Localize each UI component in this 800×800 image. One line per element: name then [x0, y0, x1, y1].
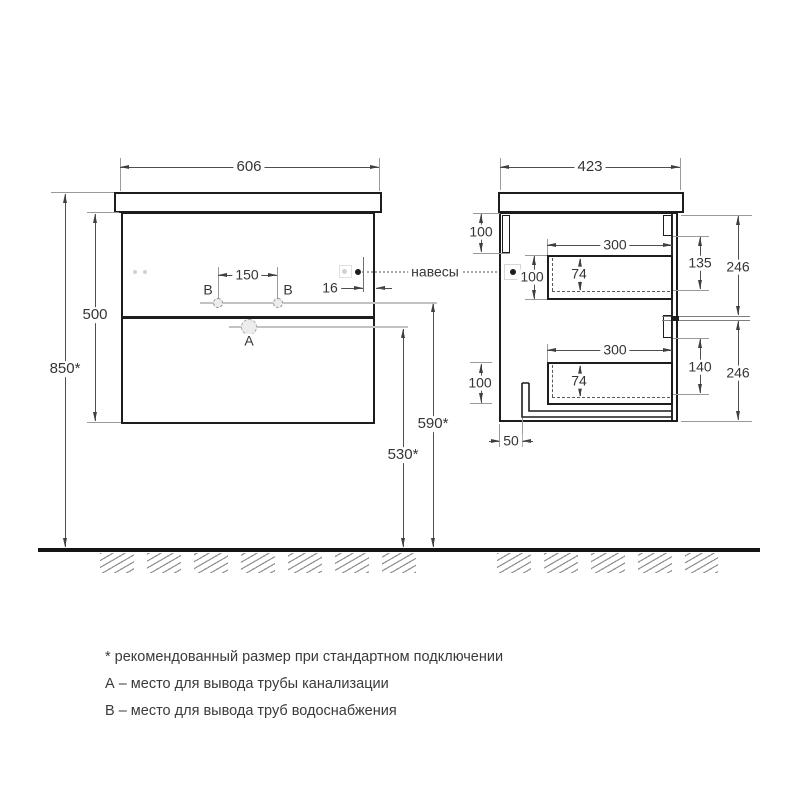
front-gap-section: [671, 316, 679, 321]
arrow: [578, 282, 582, 291]
hanger-axis-line: [363, 257, 364, 292]
arrow: [736, 411, 740, 420]
hangers-label: навесы: [408, 265, 462, 280]
ext-100b-top: [470, 362, 492, 363]
dim-100t-label: 100: [517, 270, 546, 285]
ext-135-bottom: [673, 290, 709, 291]
hole-b-left: [213, 298, 223, 308]
arrow: [479, 393, 483, 402]
hanger-dot-faint: [342, 269, 347, 274]
arrow: [736, 321, 740, 330]
hanger-dot-side: [510, 269, 516, 275]
arrow: [698, 280, 702, 289]
arrow: [268, 273, 277, 277]
ext-606-right: [379, 158, 380, 191]
hanger-dot-faint-left2: [143, 270, 147, 274]
arrow: [532, 290, 536, 299]
arrow: [479, 364, 483, 373]
drain-pipe: [519, 381, 675, 421]
ext-300t: [547, 239, 548, 255]
hole-b-left-label: B: [200, 283, 215, 298]
dim-423-label: 423: [574, 159, 605, 175]
arrow: [120, 165, 129, 169]
dim-246b-label: 246: [723, 366, 752, 381]
legend-note-a: А – место для вывода трубы канализации: [105, 676, 389, 692]
dim-300b-label: 300: [600, 343, 629, 358]
ext-140-bottom: [673, 394, 709, 395]
legend-note-b: В – место для вывода труб водоснабжения: [105, 703, 397, 719]
hole-a-label: A: [241, 334, 256, 349]
ext-140-top: [673, 338, 709, 339]
arrow: [431, 538, 435, 547]
ext-246b-bottom: [681, 421, 752, 422]
drawer-top-dashed-side: [552, 258, 553, 291]
dim-50-label: 50: [500, 434, 522, 449]
ext-100b-bottom: [470, 403, 492, 404]
hole-b-right: [273, 298, 283, 308]
hole-b-right-label: B: [280, 283, 295, 298]
ext-246t-top: [681, 215, 752, 216]
floor-hatch-right: [497, 553, 718, 573]
arrow: [663, 348, 672, 352]
dim-246t-label: 246: [723, 260, 752, 275]
arrow: [370, 165, 379, 169]
hanger-dot-faint-left1: [133, 270, 137, 274]
arrow: [431, 303, 435, 312]
ext-423-right: [680, 158, 681, 190]
ext-850-top: [51, 192, 114, 193]
arrow: [736, 306, 740, 315]
dim-16-label: 16: [319, 281, 341, 296]
dim-530-line: [403, 329, 404, 547]
ext-150-right: [277, 267, 278, 298]
dim-74t-label: 74: [568, 267, 590, 282]
arrow: [63, 194, 67, 203]
drawer-top-dashed-bottom: [552, 291, 670, 292]
ext-500-top: [87, 212, 119, 213]
dim-50-tail-right: [522, 441, 533, 442]
dim-150-label: 150: [232, 268, 261, 283]
arrow: [218, 273, 227, 277]
drawer-bracket-top: [663, 215, 672, 236]
arrow: [401, 538, 405, 547]
floor-line: [38, 548, 760, 552]
arrow: [479, 214, 483, 223]
dim-140-label: 140: [685, 360, 714, 375]
arrow: [663, 243, 672, 247]
arrow: [354, 286, 363, 290]
arrow: [491, 439, 500, 443]
dim-850-label: 850*: [47, 361, 84, 377]
ext-606-left: [120, 158, 121, 191]
wall-rail: [502, 215, 510, 253]
dim-500-label: 500: [79, 307, 110, 323]
arrow: [698, 384, 702, 393]
arrow: [698, 339, 702, 348]
front-countertop: [114, 192, 382, 213]
dim-530-label: 530*: [385, 447, 422, 463]
dim-74b-label: 74: [568, 374, 590, 389]
ext-423-left: [500, 158, 501, 190]
arrow: [500, 165, 509, 169]
dim-135-label: 135: [685, 256, 714, 271]
hanger-dot-front: [355, 269, 361, 275]
ext-rail-top: [473, 213, 500, 214]
arrow: [532, 256, 536, 265]
arrow: [547, 243, 556, 247]
ext-50-right: [522, 418, 523, 447]
arrow: [401, 329, 405, 338]
dim-16-tail-right: [376, 288, 392, 289]
dim-300t-label: 300: [600, 238, 629, 253]
drawer-box-top: [547, 255, 673, 300]
arrow: [93, 412, 97, 421]
ext-500-bottom: [87, 422, 121, 423]
arrow: [63, 538, 67, 547]
ext-100t-top: [525, 255, 547, 256]
arrow: [479, 243, 483, 252]
arrow: [578, 388, 582, 397]
arrow: [698, 237, 702, 246]
dim-606-label: 606: [233, 159, 264, 175]
arrow: [736, 216, 740, 225]
arrow: [671, 165, 680, 169]
ext-100t-bottom: [525, 299, 547, 300]
supply-level-line: [200, 302, 437, 304]
dim-rail-label: 100: [466, 225, 495, 240]
side-countertop: [498, 192, 684, 213]
dim-100b-label: 100: [465, 376, 494, 391]
dim-590-label: 590*: [415, 416, 452, 432]
legend-note-asterisk: * рекомендованный размер при стандартном подключении: [105, 649, 504, 665]
ext-135-top: [673, 236, 709, 237]
arrow: [547, 348, 556, 352]
ext-rail-bottom: [473, 253, 510, 254]
floor-hatch-left: [100, 553, 420, 573]
arrow: [93, 214, 97, 223]
